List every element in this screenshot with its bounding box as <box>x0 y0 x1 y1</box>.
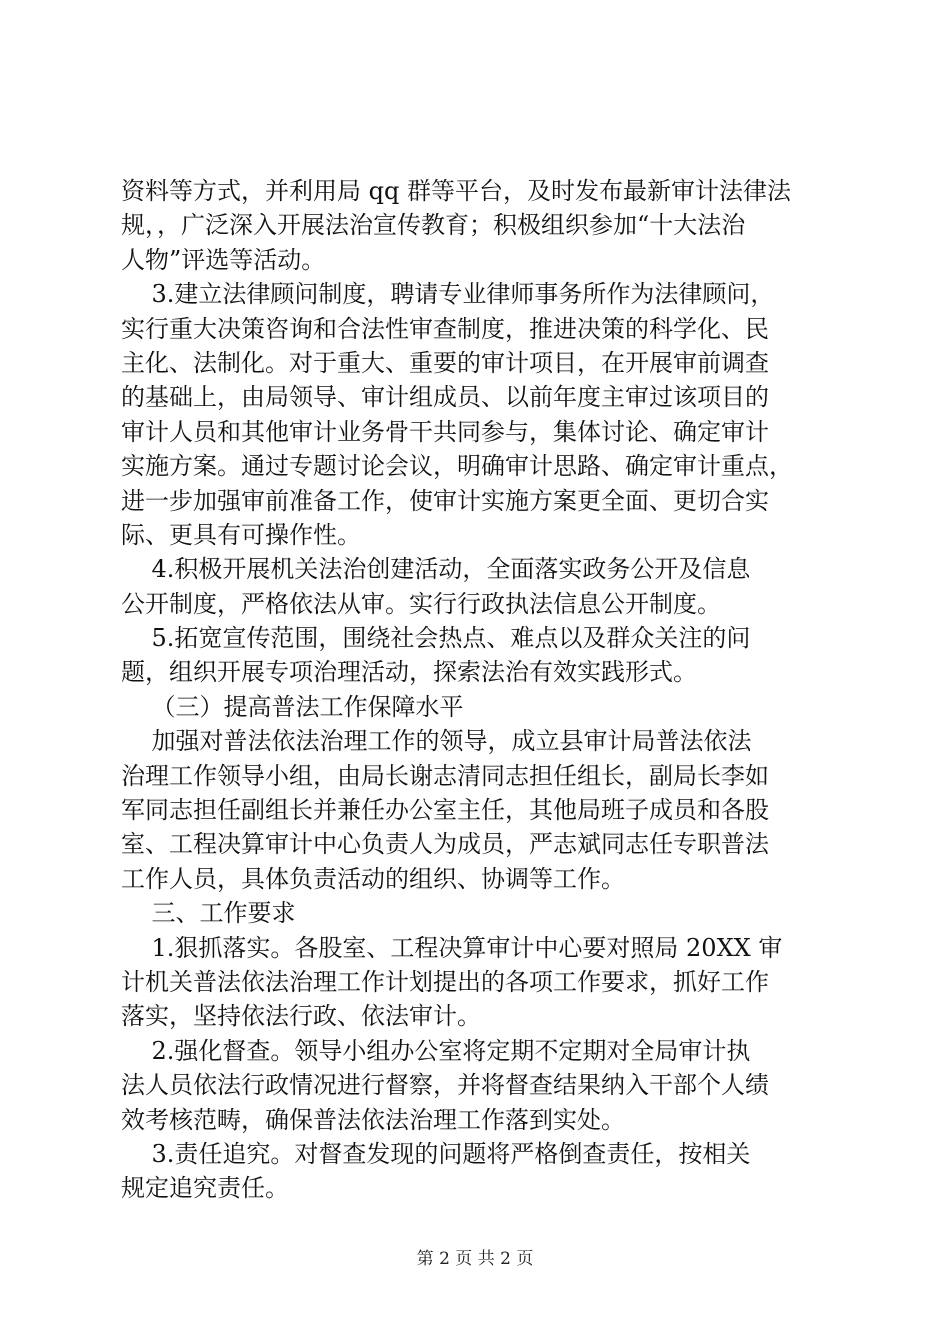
document-body <box>121 174 833 1206</box>
text-line: 加强对普法依法治理工作的领导，成立县审计局普法依法 <box>121 727 752 756</box>
text-line: 工作人员，具体负责活动的组织、协调等工作。 <box>121 864 625 893</box>
text-line: 1.狠抓落实。各股室、工程决算审计中心要对照局 20XX 审 <box>121 933 783 962</box>
text-line: 计机关普法依法治理工作计划提出的各项工作要求，抓好工作 <box>121 967 769 996</box>
text-line: 治理工作领导小组，由局长谢志清同志担任组长，副局长李如 <box>121 761 769 790</box>
text-line: 公开制度，严格依法从审。实行行政执法信息公开制度。 <box>121 589 721 618</box>
text-line: 规定追究责任。 <box>121 1174 289 1203</box>
text-line: 的基础上，由局领导、审计组成员、以前年度主审过该项目的 <box>121 383 769 412</box>
text-line: 室、工程决算审计中心负责人为成员，严志斌同志任专职普法 <box>121 830 769 859</box>
text-line: 2.强化督查。领导小组办公室将定期不定期对全局审计执 <box>121 1036 751 1065</box>
text-line: 4.积极开展机关法治创建活动，全面落实政务公开及信息 <box>121 555 751 584</box>
text-line: 3.责任追究。对督查发现的问题将严格倒查责任，按相关 <box>121 1139 751 1168</box>
text-line: （三）提高普法工作保障水平 <box>121 692 464 721</box>
text-line: 进一步加强审前准备工作，使审计实施方案更全面、更切合实 <box>121 486 769 515</box>
text-line: 效考核范畴，确保普法依法治理工作落到实处。 <box>121 1105 625 1134</box>
text-line: 三、工作要求 <box>121 899 296 928</box>
text-line: 人物”评选等活动。 <box>121 245 326 274</box>
text-line: 军同志担任副组长并兼任办公室主任，其他局班子成员和各股 <box>121 796 769 825</box>
text-line: 实行重大决策咨询和合法性审查制度，推进决策的科学化、民 <box>121 314 769 343</box>
text-line: 3.建立法律顾问制度，聘请专业律师事务所作为法律顾问， <box>121 280 775 309</box>
text-line: 实施方案。通过专题讨论会议，明确审计思路、确定审计重点， <box>121 452 793 481</box>
text-line: 落实，坚持依法行政、依法审计。 <box>121 1002 481 1031</box>
text-line: 法人员依法行政情况进行督察，并将督查结果纳入干部个人绩 <box>121 1071 769 1100</box>
text-line: 5.拓宽宣传范围，围绕社会热点、难点以及群众关注的问 <box>121 624 751 653</box>
text-line: 主化、法制化。对于重大、重要的审计项目，在开展审前调查 <box>121 348 769 377</box>
page-footer: 第 2 页 共 2 页 <box>416 1249 534 1269</box>
text-line: 题，组织开展专项治理活动，探索法治有效实践形式。 <box>121 658 697 687</box>
text-line: 规，，广泛深入开展法治宣传教育；积极组织参加“十大法治 <box>121 211 746 240</box>
text-line: 资料等方式，并利用局 qq 群等平台，及时发布最新审计法律法 <box>121 177 791 205</box>
text-line: 际、更具有可操作性。 <box>121 520 361 549</box>
text-line: 审计人员和其他审计业务骨干共同参与，集体讨论、确定审计 <box>121 417 769 446</box>
